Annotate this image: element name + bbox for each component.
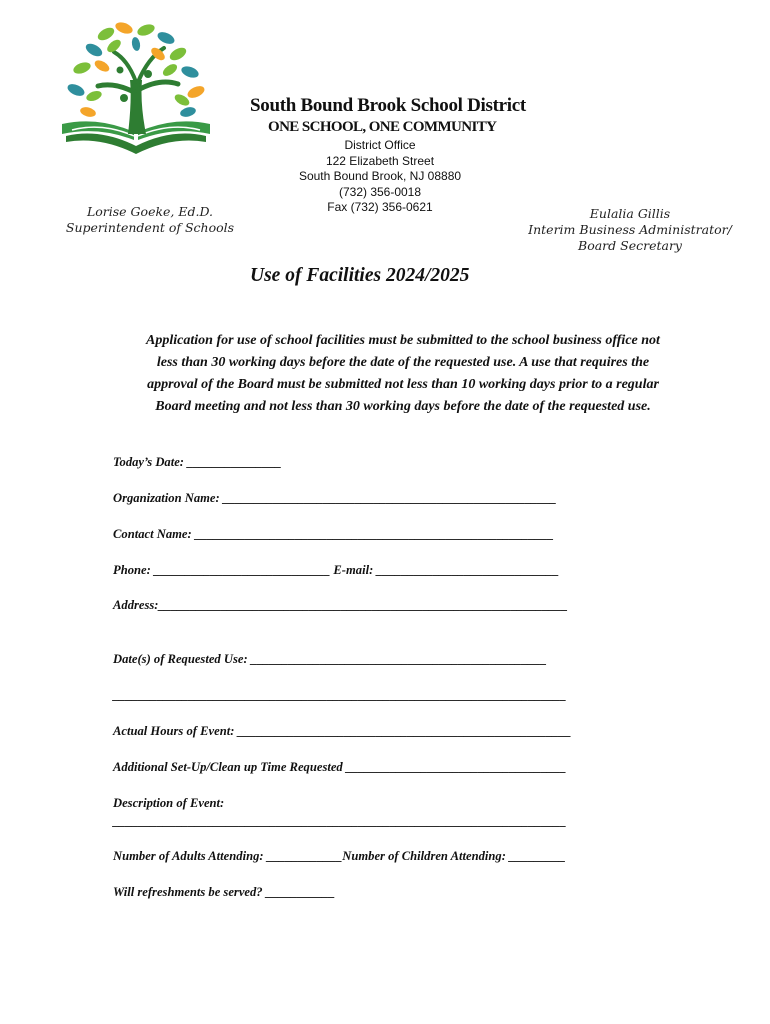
contact-name-field[interactable]: Contact Name: _________________________________________________________ xyxy=(113,527,554,541)
instructions-line: less than 30 working days before the date of the requested use. A use that requires the xyxy=(156,355,650,370)
office-line: District Office xyxy=(344,138,416,152)
superintendent-name: Lorise Goeke, Ed.D. xyxy=(86,204,214,219)
attendance-field[interactable]: Number of Adults Attending: ____________Number of Children Attending: _________ xyxy=(113,849,566,863)
instructions-line: Board meeting and not less than 30 working days before the date of the requested use. xyxy=(155,399,651,414)
office-phone: (732) 356-0018 xyxy=(338,184,422,199)
district-office-address xyxy=(270,138,490,216)
event-description-label: Description of Event: xyxy=(113,796,225,810)
todays-date-field[interactable]: Today’s Date: _______________ xyxy=(113,455,282,469)
district-motto: ONE SCHOOL, ONE COMMUNITY xyxy=(268,119,497,135)
business-administrator-title-cont: Board Secretary xyxy=(578,238,682,253)
form-instructions xyxy=(112,330,694,418)
office-line: 122 Elizabeth Street xyxy=(325,153,435,168)
business-administrator-title: Interim Business Administrator/ xyxy=(528,222,732,237)
instructions-line: Application for use of school facilities must be submitted to the school business office not xyxy=(146,333,660,348)
business-administrator-signature xyxy=(515,206,745,254)
instructions-line: approval of the Board must be submitted not less than 10 working days prior to a regular xyxy=(147,377,659,392)
superintendent-signature xyxy=(55,204,245,236)
requested-dates-continued-field[interactable]: ________________________________________________________________________ xyxy=(113,688,567,702)
organization-name-field[interactable]: Organization Name: _____________________________________________________ xyxy=(113,491,557,505)
requested-dates-field[interactable]: Date(s) of Requested Use: _______________________________________________ xyxy=(113,652,547,666)
office-line: South Bound Brook, NJ 08880 xyxy=(298,169,462,183)
superintendent-title: Superintendent of Schools xyxy=(65,220,235,235)
phone-email-field[interactable]: Phone: ____________________________ E-mail: _____________________________ xyxy=(113,563,560,577)
district-name: South Bound Brook School District xyxy=(250,95,526,116)
form-title: Use of Facilities 2024/2025 xyxy=(250,265,470,286)
setup-cleanup-time-field[interactable]: Additional Set-Up/Clean up Time Requested ___________________________________ xyxy=(113,760,567,774)
event-description-field[interactable]: ________________________________________________________________________ xyxy=(113,814,567,828)
refreshments-field[interactable]: Will refreshments be served? ___________ xyxy=(113,885,336,899)
office-fax: Fax (732) 356-0621 xyxy=(327,200,433,214)
business-administrator-name: Eulalia Gillis xyxy=(589,206,671,221)
address-field[interactable]: Address:_________________________________________________________________ xyxy=(113,598,568,612)
district-logo-tree-book-icon xyxy=(58,20,214,160)
actual-hours-field[interactable]: Actual Hours of Event: _____________________________________________________ xyxy=(113,724,572,738)
